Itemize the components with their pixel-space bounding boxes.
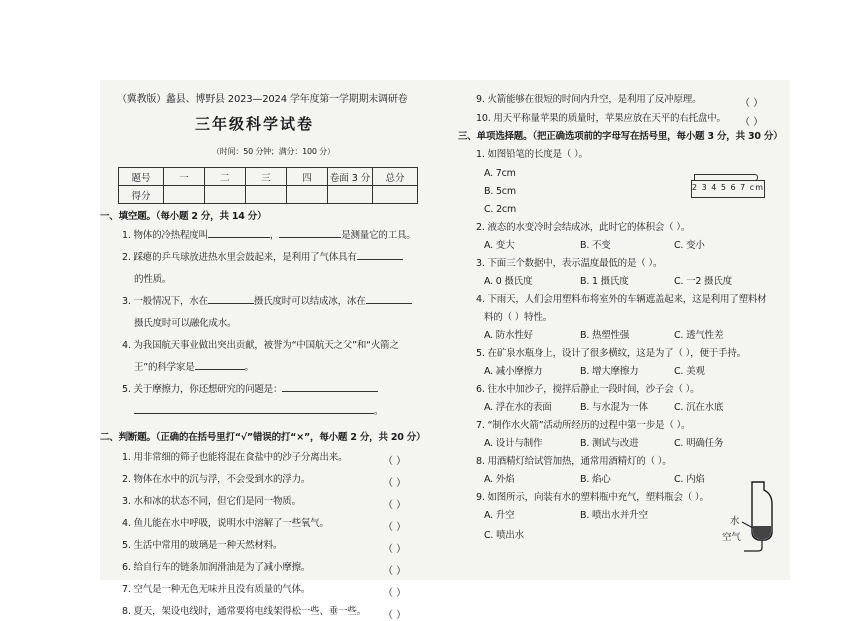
judge-item-1: 1. 用非常细的筛子也能将混在食盐中的沙子分离出来。 <box>122 452 348 463</box>
air-tube-icon <box>744 540 762 551</box>
option[interactable]: A. 变大 <box>484 240 515 251</box>
option[interactable]: B. 测试与改进 <box>580 438 639 449</box>
option[interactable]: A. 减小摩擦力 <box>484 366 543 377</box>
option[interactable]: C. 喷出水 <box>484 530 524 541</box>
choice-q2-stem: 2. 液态的水变冷时会结成冰，此时它的体积会（ ）。 <box>476 222 691 233</box>
fill-q1: 1. 物体的冷热程度叫 ， 是测量它的工具。 <box>122 230 416 241</box>
answer-paren[interactable]: （ ） <box>383 610 407 621</box>
option[interactable]: B. 焰心 <box>580 474 611 485</box>
fill-q5: 5. 关于摩擦力，你还想研究的问题是： <box>122 384 378 396</box>
ruler-ticks: 2 3 4 5 6 7 cm <box>692 183 764 192</box>
option[interactable]: C. 内焰 <box>674 474 705 485</box>
answer-paren[interactable]: （ ） <box>383 544 407 555</box>
score-cell[interactable] <box>205 186 246 204</box>
option[interactable]: C. 透气性差 <box>674 330 724 341</box>
answer-blank[interactable] <box>134 413 374 414</box>
choice-q6-stem: 6. 往水中加沙子，搅拌后静止一段时间，沙子会（ ）。 <box>476 384 700 395</box>
score-cell[interactable] <box>328 186 373 204</box>
judge-item-10: 10. 用天平称量苹果的质量时，苹果应放在天平的右托盘中。 <box>476 113 726 124</box>
option[interactable]: A. 设计与制作 <box>484 438 543 449</box>
fill-q2: 2. 踩瘪的乒乓球放进热水里会鼓起来，是利用了气体具有 <box>122 252 403 264</box>
judge-item-4: 4. 鱼儿能在水中呼吸，说明水中溶解了一些氧气。 <box>122 518 329 529</box>
score-row-label: 得分 <box>119 186 164 204</box>
answer-paren[interactable]: （ ） <box>383 456 407 467</box>
option[interactable]: A. 防水性好 <box>484 330 533 341</box>
option[interactable]: B. 增大摩擦力 <box>580 366 639 377</box>
answer-paren[interactable]: （ ） <box>740 98 764 109</box>
fill-q5-cont: 。 <box>134 406 383 418</box>
option[interactable]: A. 0 摄氏度 <box>484 276 533 287</box>
water-level-icon <box>753 526 771 539</box>
judge-item-8: 8. 夏天，架设电线时，通常要将电线架得松一些、垂一些。 <box>122 606 366 617</box>
option[interactable]: C. 一2 摄氏度 <box>674 276 732 287</box>
ruler-pencil-figure <box>691 180 765 198</box>
answer-paren[interactable]: （ ） <box>383 588 407 599</box>
score-header: 题号 <box>119 168 164 186</box>
judge-item-5: 5. 生活中常用的玻璃是一种天然材料。 <box>122 540 283 551</box>
choice-q7-stem: 7. “制作水火箭”活动所经历的过程中第一步是（ ）。 <box>476 420 691 431</box>
answer-paren[interactable]: （ ） <box>383 500 407 511</box>
exam-page <box>100 80 790 621</box>
option[interactable]: B. 热塑性强 <box>580 330 630 341</box>
judge-item-3: 3. 水和冰的状态不同，但它们是同一物质。 <box>122 496 301 507</box>
score-cell[interactable] <box>164 186 205 204</box>
answer-blank[interactable] <box>195 369 245 370</box>
option[interactable]: C. 变小 <box>674 240 705 251</box>
choice-q9-stem: 9. 如图所示，向装有水的塑料瓶中充气，塑料瓶会（ ）。 <box>476 492 709 503</box>
score-cell[interactable] <box>373 186 418 204</box>
answer-paren[interactable]: （ ） <box>383 566 407 577</box>
judge-item-9: 9. 火箭能够在很短的时间内升空，是利用了反冲原理。 <box>476 94 702 105</box>
fill-q4-cont: 王”的科学家是 。 <box>134 362 254 373</box>
section2-heading: 二、判断题。（正确的在括号里打“√”错误的打“×”，每小题 2 分，共 20 分） <box>100 432 426 443</box>
pencil-icon <box>694 174 758 181</box>
option[interactable]: B. 1 摄氏度 <box>580 276 629 287</box>
option[interactable]: C. 明确任务 <box>674 438 724 449</box>
bottle-figure <box>738 480 784 552</box>
judge-item-6: 6. 给自行车的链条加润滑油是为了减小摩擦。 <box>122 562 311 573</box>
score-header: 三 <box>246 168 287 186</box>
score-header: 四 <box>287 168 328 186</box>
score-header: 卷面 3 分 <box>328 168 373 186</box>
option[interactable]: A. 外焰 <box>484 474 515 485</box>
option[interactable]: C. 美观 <box>674 366 705 377</box>
score-header: 二 <box>205 168 246 186</box>
option[interactable]: A. 7cm <box>484 168 516 179</box>
answer-blank[interactable] <box>366 303 412 304</box>
option[interactable]: B. 5cm <box>484 186 516 197</box>
option[interactable]: A. 升空 <box>484 510 515 521</box>
fill-q3-cont: 摄氏度时可以融化成水。 <box>134 318 237 329</box>
option[interactable]: B. 喷出水并升空 <box>580 510 648 521</box>
fill-q2-cont: 的性质。 <box>134 274 172 285</box>
answer-blank[interactable] <box>282 391 378 392</box>
answer-blank[interactable] <box>208 303 254 304</box>
label-air: 空气 <box>722 532 741 543</box>
score-table <box>118 167 418 204</box>
judge-item-7: 7. 空气是一种无色无味并且没有质量的气体。 <box>122 584 311 595</box>
choice-q8-stem: 8. 用酒精灯给试管加热，通常用酒精灯的（ ）。 <box>476 456 672 467</box>
score-header: 一 <box>164 168 205 186</box>
exam-info: （时间：50 分钟；满分：100 分） <box>212 147 335 156</box>
score-cell[interactable] <box>246 186 287 204</box>
choice-q1-stem: 1. 如图铅笔的长度是（ ）。 <box>476 149 588 160</box>
section1-heading: 一、填空题。（每小题 2 分，共 14 分） <box>100 211 267 222</box>
choice-q3-stem: 3. 下面三个数据中，表示温度最低的是（ ）。 <box>476 258 663 269</box>
answer-blank[interactable] <box>279 237 341 238</box>
label-water: 水 <box>730 516 740 527</box>
choice-q5-stem: 5. 在矿泉水瓶身上，设计了很多横纹，这是为了（ ），便于手持。 <box>476 348 746 359</box>
answer-paren[interactable]: （ ） <box>383 478 407 489</box>
option[interactable]: C. 沉在水底 <box>674 402 724 413</box>
answer-paren[interactable]: （ ） <box>383 522 407 533</box>
option[interactable]: B. 与水混为一体 <box>580 402 648 413</box>
exam-title: 三年级科学试卷 <box>195 115 315 133</box>
choice-q4-stem: 4. 下雨天，人们会用塑料布将室外的车辆遮盖起来，这是利用了塑料材 <box>476 294 767 305</box>
choice-q4-stem-cont: 料的（ ）特性。 <box>484 312 552 323</box>
score-header: 总分 <box>373 168 418 186</box>
score-cell[interactable] <box>287 186 328 204</box>
exam-source: （冀教版）蠡县、博野县 2023—2024 学年度第一学期期末调研卷 <box>117 94 408 105</box>
answer-blank[interactable] <box>208 237 270 238</box>
option[interactable]: A. 浮在水的表面 <box>484 402 552 413</box>
section3-heading: 三、单项选择题。（把正确选项前的字母写在括号里，每小题 3 分，共 30 分） <box>458 131 783 142</box>
option[interactable]: B. 不变 <box>580 240 611 251</box>
answer-paren[interactable]: （ ） <box>740 117 764 128</box>
fill-q3: 3. 一般情况下，水在 摄氏度时可以结成冰，冰在 <box>122 296 412 308</box>
judge-item-2: 2. 物体在水中的沉与浮，不会受到水的浮力。 <box>122 474 311 485</box>
fill-q4: 4. 为我国航天事业做出突出贡献，被誉为“中国航天之父”和“火箭之 <box>122 340 399 351</box>
option[interactable]: C. 2cm <box>484 204 516 215</box>
answer-blank[interactable] <box>357 259 403 260</box>
